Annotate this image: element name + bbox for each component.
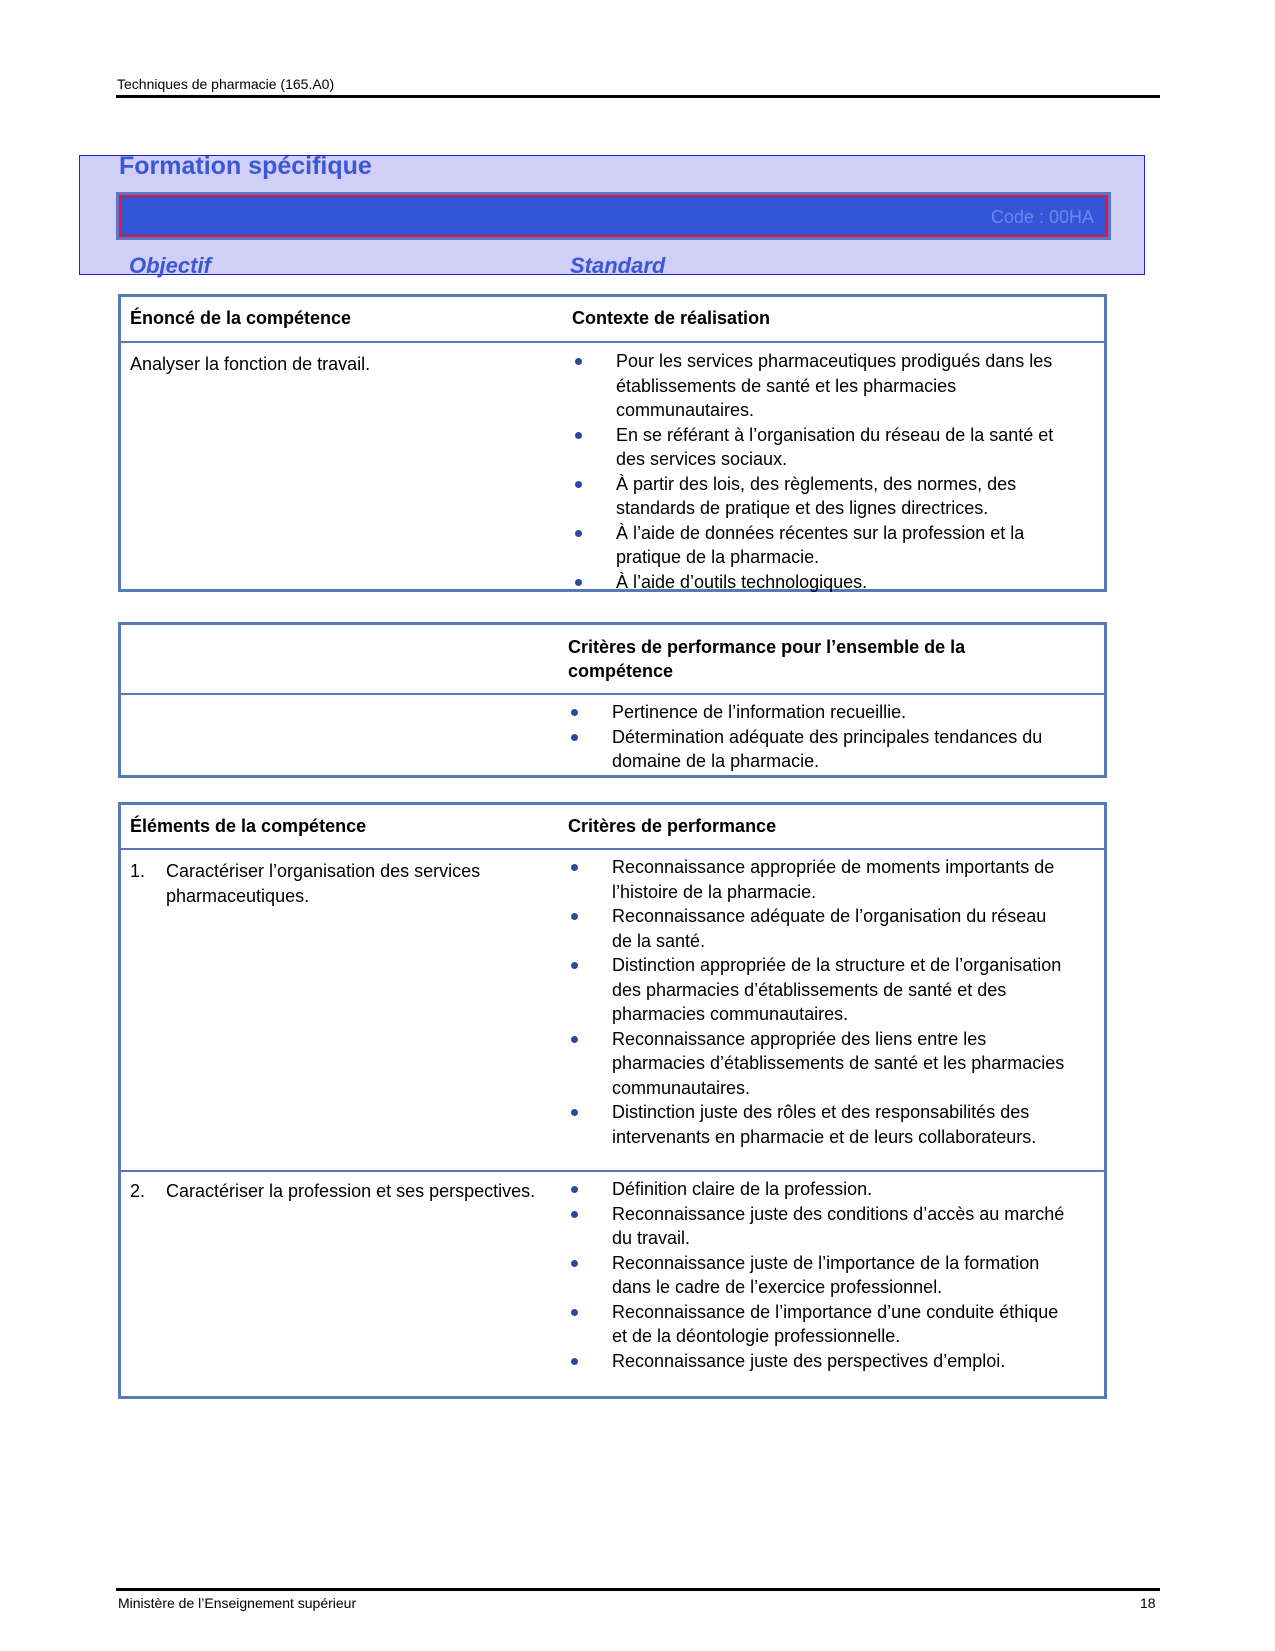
list-item: En se référant à l’organisation du réseau de la santé et des services sociaux.	[571, 423, 1071, 472]
header-rule	[116, 95, 1160, 98]
list-item: Distinction juste des rôles et des responsabilités des intervenants en pharmacie et de leurs collaborateurs.	[567, 1100, 1067, 1149]
element-text: Caractériser l’organisation des services pharmaceutiques.	[166, 861, 481, 906]
criteria-list	[567, 1177, 1067, 1373]
bullet-icon	[571, 1186, 578, 1193]
page-number: 18	[1140, 1595, 1156, 1611]
global-criteria-table	[118, 622, 1107, 778]
table-header-row	[121, 805, 1104, 850]
bullet-icon	[575, 432, 582, 439]
list-item: Pertinence de l’information recueillie.	[567, 700, 1067, 725]
bullet-icon	[571, 864, 578, 871]
list-item: Pour les services pharmaceutiques prodigués dans les établissements de santé et les pharmacies communautaires.	[571, 349, 1071, 423]
objectif-heading: Objectif	[129, 253, 211, 278]
list-item: Reconnaissance juste des perspectives d’emploi.	[567, 1349, 1067, 1374]
context-list	[571, 349, 1071, 594]
footer-ministry: Ministère de l’Enseignement supérieur	[118, 1595, 357, 1611]
element-number: 2.	[130, 1181, 146, 1201]
bullet-icon	[571, 1211, 578, 1218]
competency-statement: Analyser la fonction de travail.	[130, 354, 371, 374]
element-number: 1.	[130, 861, 146, 881]
bullet-icon	[575, 481, 582, 488]
element-text: Caractériser la profession et ses perspectives.	[166, 1181, 536, 1201]
list-item: À partir des lois, des règlements, des normes, des standards de pratique et des lignes directrices.	[571, 472, 1071, 521]
table-header-row	[121, 625, 1104, 695]
footer-rule	[116, 1588, 1160, 1591]
list-item: Distinction appropriée de la structure et de l’organisation des pharmacies d’établissements de santé et des pharmacies communautaires.	[567, 953, 1067, 1027]
table-row	[121, 850, 1104, 1170]
standard-heading: Standard	[570, 253, 666, 278]
section-title: Formation spécifique	[119, 152, 372, 180]
code-bar	[119, 195, 1108, 237]
bullet-icon	[575, 530, 582, 537]
competency-table	[118, 294, 1107, 592]
global-criteria-header: Critères de performance pour l’ensemble de la compétence	[568, 637, 966, 681]
bullet-icon	[571, 962, 578, 969]
list-item: Reconnaissance adéquate de l’organisation du réseau de la santé.	[567, 904, 1067, 953]
bullet-icon	[571, 1309, 578, 1316]
bullet-icon	[571, 709, 578, 716]
bullet-icon	[575, 358, 582, 365]
criteria-list	[567, 855, 1067, 1149]
global-criteria-list	[567, 700, 1067, 774]
table-row	[121, 1170, 1104, 1396]
code-label: Code : 00HA	[990, 207, 1094, 227]
context-header: Contexte de réalisation	[572, 308, 771, 328]
bullet-icon	[571, 1358, 578, 1365]
list-item: À l’aide d’outils technologiques.	[571, 570, 1071, 595]
bullet-icon	[571, 913, 578, 920]
list-item: À l’aide de données récentes sur la profession et la pratique de la pharmacie.	[571, 521, 1071, 570]
list-item: Reconnaissance de l’importance d’une conduite éthique et de la déontologie professionnelle.	[567, 1300, 1067, 1349]
list-item: Définition claire de la profession.	[567, 1177, 1067, 1202]
list-item: Détermination adéquate des principales tendances du domaine de la pharmacie.	[567, 725, 1067, 774]
statement-header: Énoncé de la compétence	[130, 308, 352, 328]
criteria-header: Critères de performance	[568, 816, 777, 836]
bullet-icon	[571, 1260, 578, 1267]
elements-header: Éléments de la compétence	[130, 816, 367, 836]
list-item: Reconnaissance juste de l’importance de la formation dans le cadre de l’exercice professionnel.	[567, 1251, 1067, 1300]
running-header: Techniques de pharmacie (165.A0)	[117, 76, 335, 92]
list-item: Reconnaissance appropriée de moments importants de l’histoire de la pharmacie.	[567, 855, 1067, 904]
elements-table	[118, 802, 1107, 1399]
table-row	[121, 343, 1104, 592]
bullet-icon	[575, 579, 582, 586]
list-item: Reconnaissance juste des conditions d’accès au marché du travail.	[567, 1202, 1067, 1251]
bullet-icon	[571, 734, 578, 741]
code-value: 00HA	[1048, 207, 1094, 227]
bullet-icon	[571, 1109, 578, 1116]
table-header-row	[121, 297, 1104, 343]
list-item: Reconnaissance appropriée des liens entre les pharmacies d’établissements de santé et les pharmacies communautaires.	[567, 1027, 1067, 1101]
bullet-icon	[571, 1036, 578, 1043]
table-row	[121, 695, 1104, 775]
